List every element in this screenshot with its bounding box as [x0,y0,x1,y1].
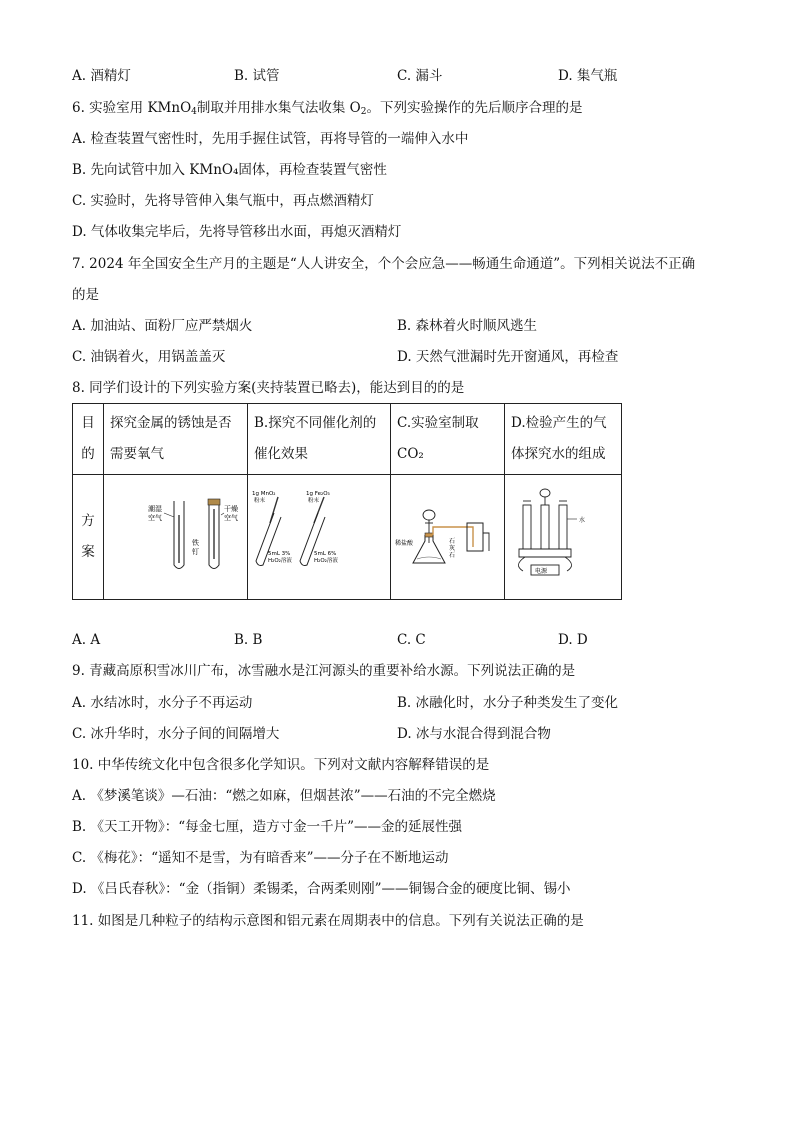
rust-experiment-diagram [104,475,247,587]
label-iron: 铁 [192,539,199,547]
q7-stem-line2: 的是 [72,287,99,303]
q8-option-c: C. C [397,632,426,648]
svg-text:电源: 电源 [535,568,548,575]
q7-option-a: A. 加油站、面粉厂应严禁烟火 [72,318,253,334]
q8-purpose-c: C.实验室制取 CO₂ [391,404,505,475]
q5-option-a: A. 酒精灯 [72,68,131,84]
q9-option-d: D. 冰与水混合得到混合物 [397,726,551,742]
q8-purpose-row [73,404,622,475]
q5-option-c: C. 漏斗 [397,68,443,84]
q9-option-a: A. 水结冰时，水分子不再运动 [72,695,253,711]
label-dry: 干燥 [224,505,238,513]
q8-scheme-header: 方 案 [73,475,104,600]
q9-option-b: B. 冰融化时，水分子种类发生了变化 [397,695,619,711]
q8-diagram-b [248,475,391,600]
q6-option-c: C. 实验时，先将导管伸入集气瓶中，再点燃酒精灯 [72,193,374,209]
label-moist-air: 空气 [148,514,162,522]
q8-option-d: D. D [558,632,588,648]
q8-stem: 8. 同学们设计的下列实验方案(夹持装置已略去)，能达到目的的是 [72,380,465,396]
svg-text:1g Fe₂O₃: 1g Fe₂O₃ [306,491,330,497]
q9-stem: 9. 青藏高原积雪冰川广布，冰雪融水是江河源头的重要补给水源。下列说法正确的是 [72,663,576,679]
electrolysis-diagram [505,475,621,587]
svg-text:稀盐酸: 稀盐酸 [395,540,414,547]
label-moist: 潮湿 [148,505,162,513]
q8-purpose-d: D.检验产生的气 体探究水的组成 [505,404,622,475]
q6-stem: 6. 实验室用 KMnO$_4$制取并用排水集气法收集 $O_2$。下列实验操作的先后顺序合理的是 [72,100,583,117]
q9-option-c: C. 冰升华时，水分子间的间隔增大 [72,726,280,742]
svg-text:灰: 灰 [449,545,456,552]
q8-diagram-c [391,475,505,600]
q8-option-a: A. A [72,632,101,648]
q7-stem-line1: 7. 2024 年全国安全生产月的主题是“人人讲安全，个个会应急——畅通生命通道”。下列相关说法不正确 [72,256,696,272]
svg-text:石: 石 [449,552,456,559]
q8-purpose-a: 探究金属的锈蚀是否 需要氧气 [104,404,248,475]
svg-text:H₂O₂溶液: H₂O₂溶液 [268,558,292,564]
svg-text:5mL 3%: 5mL 3% [268,551,291,557]
q8-scheme-row [73,475,622,600]
q7-option-c: C. 油锅着火，用锅盖盖灭 [72,349,226,365]
q5-option-d: D. 集气瓶 [558,68,618,84]
q8-experiment-table [72,403,622,600]
q8-purpose-header: 目 的 [73,404,104,475]
q10-option-b: B. 《天工开物》：“每金七厘，造方寸金一千片”——金的延展性强 [72,819,463,835]
label-dry-air: 空气 [224,514,238,522]
q10-option-d: D. 《吕氏春秋》：“金（指铜）柔锡柔，合两柔则刚”——铜锡合金的硬度比铜、锡小 [72,881,571,897]
q7-option-b: B. 森林着火时顺风逃生 [397,318,538,334]
svg-text:5mL 6%: 5mL 6% [314,551,337,557]
svg-text:粉末: 粉末 [308,498,320,504]
q6-option-b: B. 先向试管中加入 KMnO₄固体，再检查装置气密性 [72,162,387,178]
q11-stem: 11. 如图是几种粒子的结构示意图和铝元素在周期表中的信息。下列有关说法正确的是 [72,913,584,929]
q6-option-d: D. 气体收集完毕后，先将导管移出水面，再熄灭酒精灯 [72,224,402,240]
q10-stem: 10. 中华传统文化中包含很多化学知识。下列对文献内容解释错误的是 [72,757,490,773]
q10-option-a: A. 《梦溪笔谈》—石油：“燃之如麻，但烟甚浓”——石油的不完全燃烧 [72,788,496,804]
q8-diagram-a [104,475,248,600]
svg-text:1g MnO₂: 1g MnO₂ [252,491,276,497]
q8-option-b: B. B [234,632,263,648]
svg-text:水: 水 [579,517,586,524]
svg-text:粉末: 粉末 [254,498,266,504]
q5-option-b: B. 试管 [234,68,280,84]
catalyst-experiment-diagram [248,475,390,587]
q8-diagram-d [505,475,622,600]
q8-purpose-b: B.探究不同催化剂的 催化效果 [248,404,391,475]
q6-option-a: A. 检查装置气密性时，先用手握住试管，再将导管的一端伸入水中 [72,131,469,147]
svg-text:H₂O₂溶液: H₂O₂溶液 [314,558,338,564]
q7-option-d: D. 天然气泄漏时先开窗通风，再检查 [397,349,619,365]
q10-option-c: C. 《梅花》：“遥知不是雪，为有暗香来”——分子在不断地运动 [72,850,449,866]
label-nail: 钉 [192,548,199,556]
co2-generation-diagram [391,475,504,587]
svg-text:石: 石 [449,538,456,545]
